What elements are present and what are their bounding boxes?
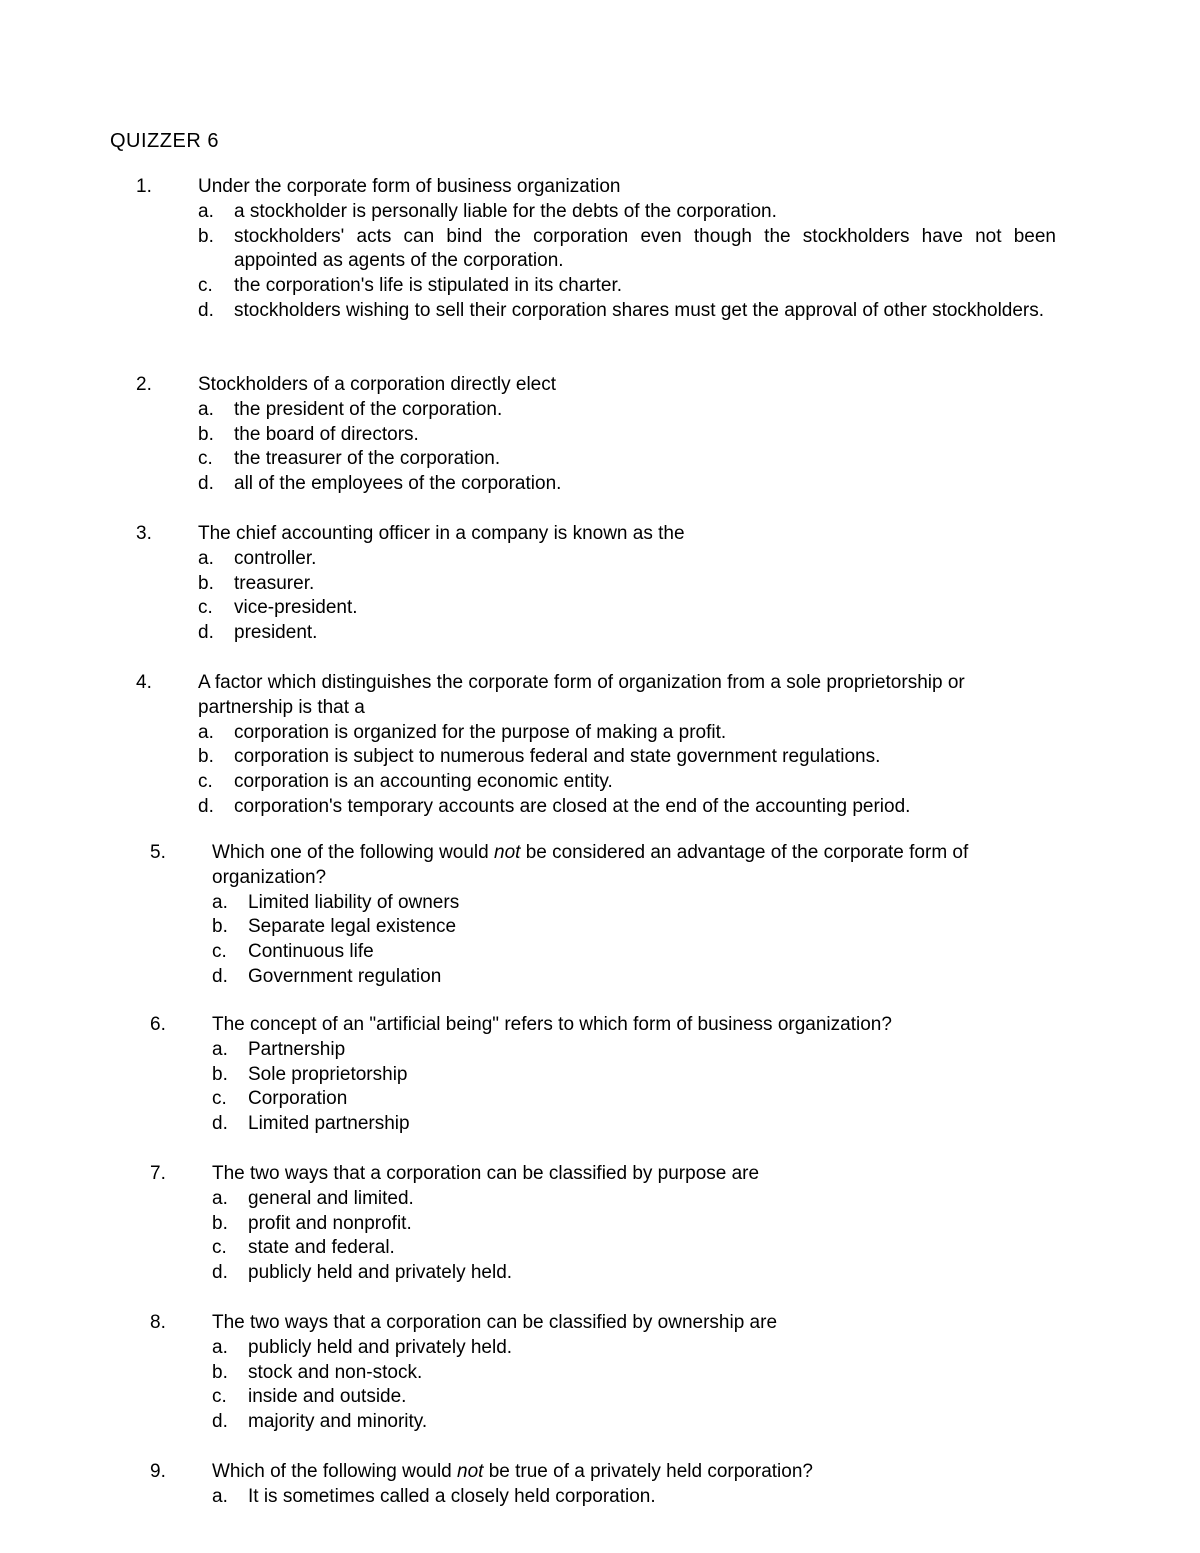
answer-option <box>198 225 1056 275</box>
option-letter: b. <box>198 746 214 768</box>
page-title: QUIZZER 6 <box>110 130 219 152</box>
question-stem: Under the corporate form of business organization <box>198 176 621 197</box>
answer-option <box>212 1038 1074 1063</box>
option-letter: c. <box>212 1237 227 1259</box>
answer-option <box>212 1336 1074 1361</box>
option-letter: b. <box>212 916 228 938</box>
option-text: the corporation's life is stipulated in its charter. <box>234 275 623 297</box>
option-text: the president of the corporation. <box>234 398 503 420</box>
question-stem: The two ways that a corporation can be classified by purpose are <box>212 1163 760 1184</box>
question-4 <box>136 671 1056 820</box>
answer-option <box>212 1261 1074 1286</box>
option-letter: d. <box>212 965 228 987</box>
answer-options <box>212 1485 1074 1510</box>
answer-option <box>212 1410 1074 1435</box>
option-text: publicly held and privately held. <box>248 1262 513 1284</box>
option-text: stock and non-stock. <box>248 1361 423 1383</box>
option-text: Corporation <box>248 1088 348 1110</box>
answer-option <box>212 915 1074 940</box>
stem-text: Which of the following would <box>212 1461 458 1482</box>
option-text: the board of directors. <box>234 423 419 445</box>
option-letter: a. <box>198 200 214 222</box>
question-number: 2. <box>136 374 152 395</box>
question-number: 9. <box>150 1461 166 1482</box>
option-letter: b. <box>198 225 214 247</box>
answer-option <box>212 891 1074 916</box>
answer-option <box>212 1236 1074 1261</box>
question-stem: The two ways that a corporation can be classified by ownership are <box>212 1312 778 1333</box>
answer-option <box>198 547 1056 572</box>
question-3 <box>136 522 1056 646</box>
option-text: all of the employees of the corporation. <box>234 473 562 495</box>
stem-emphasis: not <box>494 842 521 863</box>
stem-text: Which one of the following would <box>212 842 494 863</box>
option-letter: a. <box>212 891 228 913</box>
option-letter: c. <box>198 771 213 793</box>
question-number: 1. <box>136 176 152 197</box>
option-letter: d. <box>198 299 214 321</box>
answer-option <box>198 447 1056 472</box>
answer-option <box>198 200 1056 225</box>
option-text: Government regulation <box>248 965 442 987</box>
option-text: Limited liability of owners <box>248 891 460 913</box>
option-text: Continuous life <box>248 941 374 963</box>
answer-option <box>212 940 1074 965</box>
question-9 <box>150 1460 1074 1510</box>
answer-option <box>198 572 1056 597</box>
option-letter: a. <box>198 398 214 420</box>
option-letter: c. <box>198 448 213 470</box>
option-letter: a. <box>198 721 214 743</box>
option-text: majority and minority. <box>248 1411 428 1433</box>
answer-option <box>198 274 1056 299</box>
answer-option <box>198 770 1056 795</box>
option-letter: b. <box>212 1063 228 1085</box>
option-text: Limited partnership <box>248 1113 410 1135</box>
option-letter: b. <box>198 423 214 445</box>
option-letter: d. <box>198 795 214 817</box>
option-text: corporation's temporary accounts are closed at the end of the accounting period. <box>234 795 911 817</box>
answer-option <box>212 1361 1074 1386</box>
answer-options <box>212 1187 1074 1286</box>
option-letter: b. <box>198 572 214 594</box>
answer-option <box>198 745 1056 770</box>
answer-options <box>198 398 1056 497</box>
answer-options <box>198 200 1056 324</box>
option-text: corporation is an accounting economic entity. <box>234 771 613 793</box>
answer-option <box>198 621 1056 646</box>
option-letter: a. <box>212 1336 228 1358</box>
answer-options <box>212 891 1074 990</box>
question-number: 6. <box>150 1014 166 1035</box>
option-text: stockholders' acts can bind the corporation even though the stockholders have not been appointed as agents of the corporation. <box>234 225 1056 272</box>
answer-option <box>198 398 1056 423</box>
option-letter: c. <box>212 1088 227 1110</box>
answer-option <box>198 299 1056 324</box>
stem-emphasis: not <box>457 1461 484 1482</box>
option-letter: a. <box>212 1485 228 1507</box>
option-letter: c. <box>198 597 213 619</box>
option-text: corporation is organized for the purpose of making a profit. <box>234 721 727 743</box>
option-text: publicly held and privately held. <box>248 1336 513 1358</box>
option-letter: d. <box>212 1113 228 1135</box>
option-letter: b. <box>212 1212 228 1234</box>
option-text: corporation is subject to numerous federal and state government regulations. <box>234 746 881 768</box>
option-text: It is sometimes called a closely held corporation. <box>248 1485 656 1507</box>
option-letter: a. <box>212 1187 228 1209</box>
answer-options <box>198 547 1056 646</box>
option-letter: c. <box>212 1386 227 1408</box>
answer-option <box>198 472 1056 497</box>
answer-option <box>198 423 1056 448</box>
stem-text: be true of a privately held corporation? <box>483 1461 813 1482</box>
question-stem: Stockholders of a corporation directly elect <box>198 374 557 395</box>
option-text: general and limited. <box>248 1187 414 1209</box>
option-text: the treasurer of the corporation. <box>234 448 501 470</box>
answer-option <box>212 1187 1074 1212</box>
answer-option <box>212 1385 1074 1410</box>
question-2 <box>136 373 1056 497</box>
answer-option <box>212 965 1074 990</box>
option-text: treasurer. <box>234 572 315 594</box>
answer-options <box>212 1038 1074 1137</box>
question-stem <box>212 1460 1074 1485</box>
option-text: vice-president. <box>234 597 358 619</box>
option-text: state and federal. <box>248 1237 395 1259</box>
answer-option <box>212 1112 1074 1137</box>
answer-option <box>212 1087 1074 1112</box>
option-text: profit and nonprofit. <box>248 1212 412 1234</box>
question-stem: A factor which distinguishes the corporate form of organization from a sole proprietorship or partnership is that a <box>198 672 965 718</box>
option-letter: b. <box>212 1361 228 1383</box>
question-stem: The chief accounting officer in a company is known as the <box>198 523 685 544</box>
stem-text: be considered an advantage of the corporate form of organization? <box>212 842 969 888</box>
question-8 <box>150 1311 1074 1435</box>
option-letter: a. <box>212 1038 228 1060</box>
answer-option <box>198 596 1056 621</box>
option-letter: d. <box>212 1262 228 1284</box>
option-letter: d. <box>198 473 214 495</box>
option-text: controller. <box>234 547 317 569</box>
option-letter: a. <box>198 547 214 569</box>
answer-option <box>198 721 1056 746</box>
question-1 <box>136 175 1056 324</box>
option-letter: c. <box>198 275 213 297</box>
answer-option <box>198 795 1056 820</box>
question-number: 3. <box>136 523 152 544</box>
answer-option <box>212 1485 1074 1510</box>
option-text: Separate legal existence <box>248 916 457 938</box>
option-letter: d. <box>212 1411 228 1433</box>
option-text: inside and outside. <box>248 1386 407 1408</box>
option-letter: c. <box>212 941 227 963</box>
answer-option <box>212 1063 1074 1088</box>
option-text: stockholders wishing to sell their corporation shares must get the approval of other stockholders. <box>234 299 1045 321</box>
question-stem: The concept of an "artificial being" refers to which form of business organization? <box>212 1014 892 1035</box>
option-text: Partnership <box>248 1038 346 1060</box>
question-number: 8. <box>150 1312 166 1333</box>
option-text: president. <box>234 622 318 644</box>
question-stem <box>212 841 1074 891</box>
option-text: Sole proprietorship <box>248 1063 408 1085</box>
question-number: 7. <box>150 1163 166 1184</box>
answer-option <box>212 1212 1074 1237</box>
question-6 <box>150 1013 1074 1137</box>
question-7 <box>150 1162 1074 1286</box>
question-number: 5. <box>150 842 166 863</box>
question-number: 4. <box>136 672 152 693</box>
answer-options <box>212 1336 1074 1435</box>
question-5 <box>150 841 1074 990</box>
option-letter: d. <box>198 622 214 644</box>
option-text: a stockholder is personally liable for the debts of the corporation. <box>234 200 777 222</box>
answer-options <box>198 721 1056 820</box>
